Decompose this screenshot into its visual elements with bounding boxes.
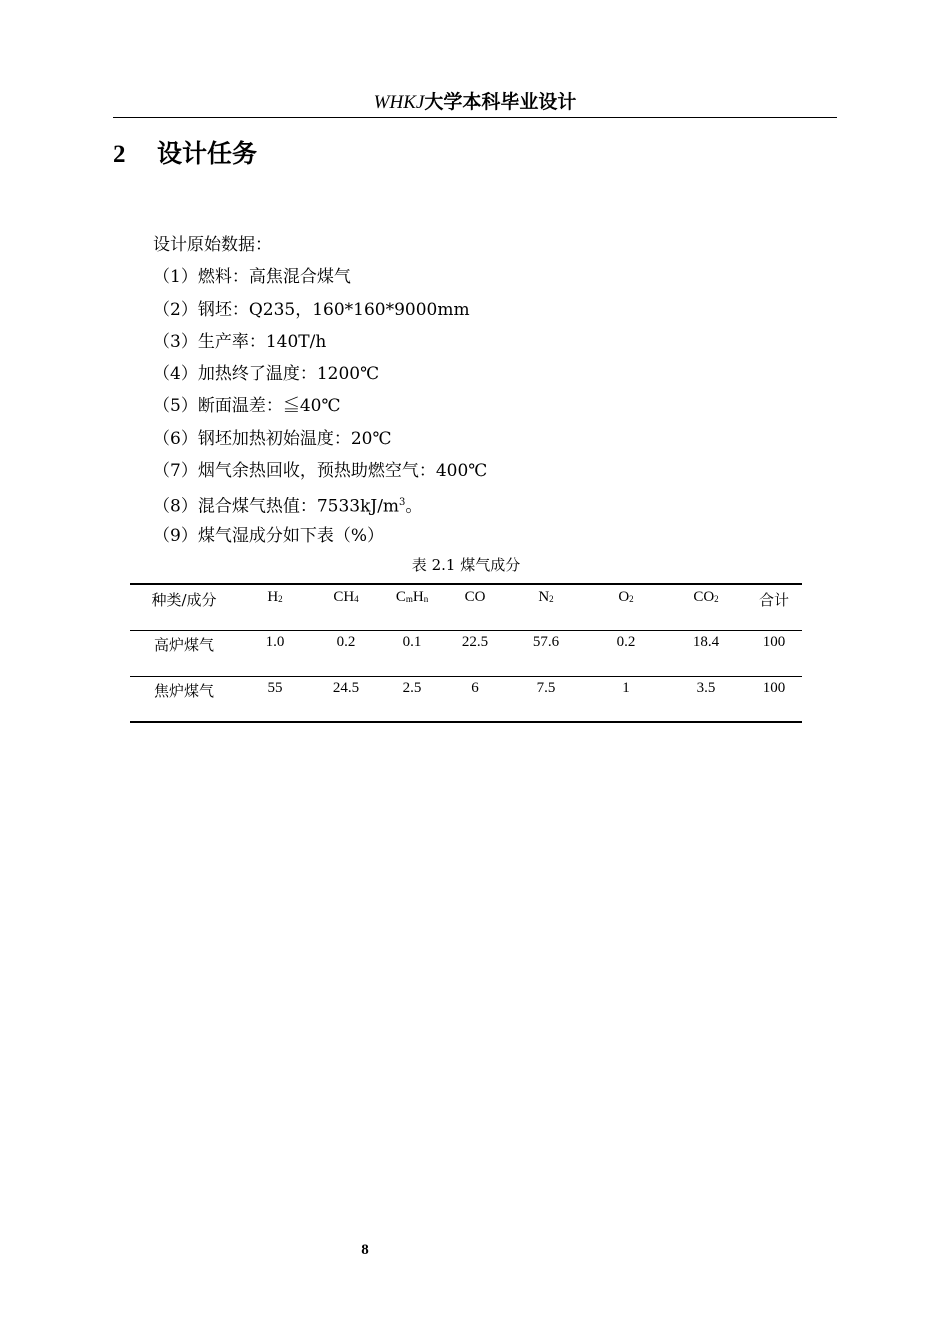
table-cell: 焦炉煤气 <box>130 676 238 722</box>
table-cell: 100 <box>746 676 802 722</box>
header-cell-total: 合计 <box>746 584 802 630</box>
page-header <box>113 88 837 117</box>
table-caption: 表 2.1 煤气成分 <box>411 556 521 574</box>
list-item: （6）钢坯加热初始温度：20℃ <box>153 428 392 449</box>
list-item: （5）断面温差：≦40℃ <box>153 396 341 417</box>
list-item: （3）生产率：140T/h <box>153 331 327 352</box>
list-item-heat-value <box>153 487 487 519</box>
section-heading <box>113 136 257 173</box>
table-cell: 22.5 <box>444 630 506 676</box>
table-header-row <box>130 584 802 630</box>
header-cell-n2: $N_2$ <box>506 584 586 630</box>
list-item: （1）燃料：高焦混合煤气 <box>153 267 351 288</box>
table-row <box>130 676 802 722</box>
section-number: 2 <box>113 141 126 168</box>
list-item: （4）加热终了温度：1200℃ <box>153 364 380 385</box>
page-number: 8 <box>361 1242 369 1258</box>
header-cell-ch4: $CH_4$ <box>312 584 380 630</box>
table-cell: 57.6 <box>506 630 586 676</box>
table-cell: 1 <box>586 676 666 722</box>
table-cell: 7.5 <box>506 676 586 722</box>
design-data-list <box>153 229 487 552</box>
header-cell-co: CO <box>444 584 506 630</box>
table-cell: 3.5 <box>666 676 746 722</box>
table-cell: 6 <box>444 676 506 722</box>
list-item: （9）煤气湿成分如下表（%） <box>153 525 384 546</box>
header-school-code: WHKJ <box>373 92 425 113</box>
table-cell: 0.2 <box>312 630 380 676</box>
header-rule <box>113 117 837 118</box>
header-cell-o2: $O_2$ <box>586 584 666 630</box>
gas-composition-table <box>130 583 802 723</box>
table-cell: 2.5 <box>380 676 444 722</box>
table-cell: 100 <box>746 630 802 676</box>
table-cell: 18.4 <box>666 630 746 676</box>
table-row <box>130 630 802 676</box>
section-title: 设计任务 <box>157 139 258 168</box>
header-cell-co2: $CO_2$ <box>666 584 746 630</box>
header-title: 大学本科毕业设计 <box>424 91 577 113</box>
heat-value-text: （8）混合煤气热值：7533kJ/m <box>153 497 400 518</box>
table-cell: 0.2 <box>586 630 666 676</box>
header-cell-cmhn: $C_mH_n$ <box>380 584 444 630</box>
unit-superscript: 3 <box>399 497 406 509</box>
list-item: （2）钢坯：Q235，160*160*9000mm <box>153 299 470 320</box>
header-cell-type: 种类/成分 <box>130 584 238 630</box>
heat-value-tail: 。 <box>405 497 423 518</box>
table-cell: 高炉煤气 <box>130 630 238 676</box>
header-cell-h2: $H_2$ <box>238 584 312 630</box>
table-cell: 0.1 <box>380 630 444 676</box>
list-item: （7）烟气余热回收，预热助燃空气：400℃ <box>153 461 488 482</box>
intro-line: 设计原始数据： <box>153 235 272 255</box>
table-cell: 24.5 <box>312 676 380 722</box>
table-cell: 55 <box>238 676 312 722</box>
table-cell: 1.0 <box>238 630 312 676</box>
